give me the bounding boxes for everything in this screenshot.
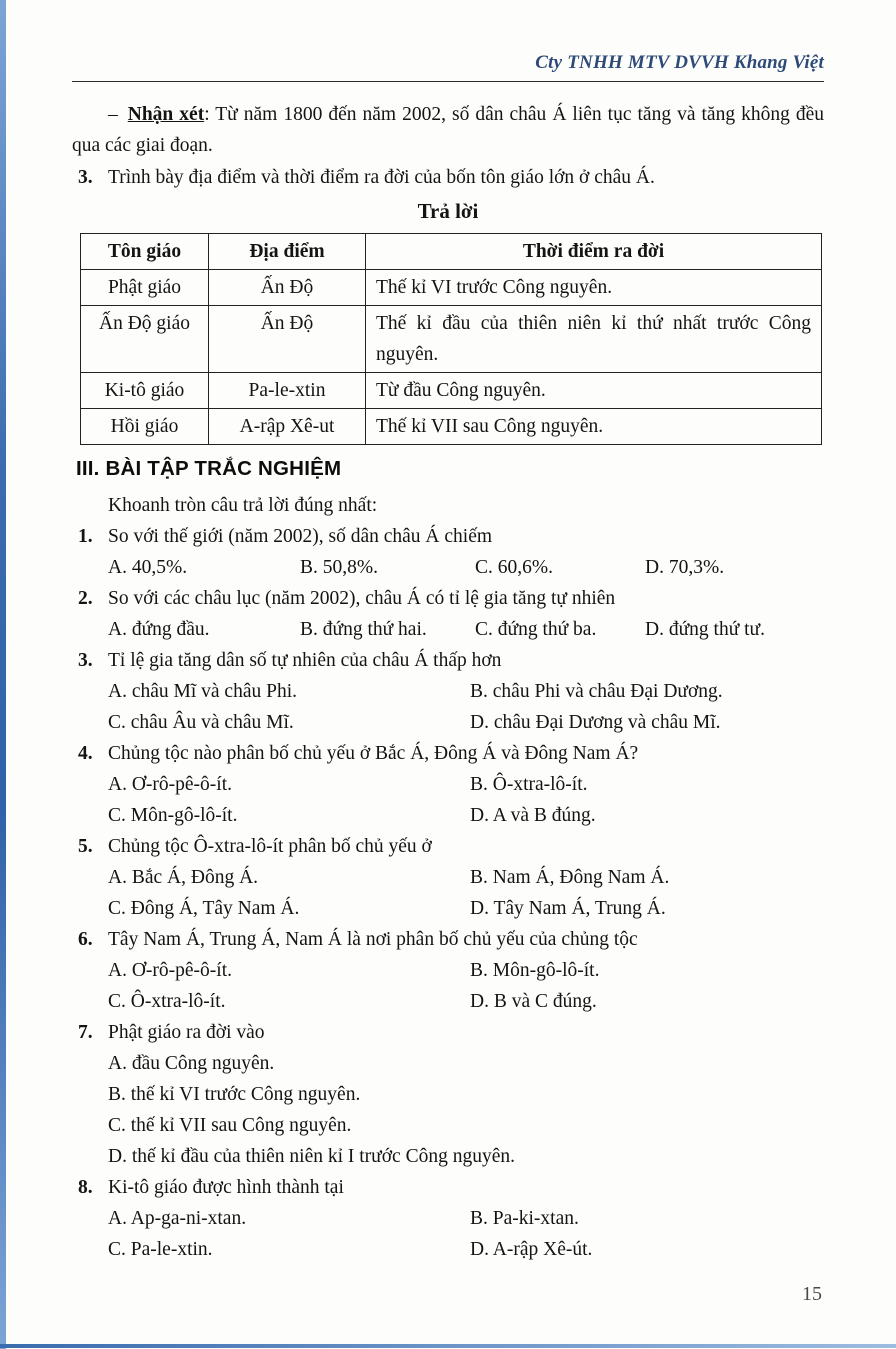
option-b: B. Nam Á, Đông Nam Á. [470,867,670,888]
table-row [81,409,822,445]
options [78,676,824,738]
option-c: C. Đông Á, Tây Nam Á. [108,898,300,919]
scan-edge-left [0,0,6,1349]
cell-time: Thế kỉ đầu của thiên niên kỉ thứ nhất trước Công nguyên. [366,306,822,373]
option-a: A. 40,5%. [108,557,188,578]
options [78,955,824,1017]
exercise-3-text: Trình bày địa điểm và thời điểm ra đời của bốn tôn giáo lớn ở châu Á. [108,167,655,188]
cell-place: A-rập Xê-ut [209,409,366,445]
cell-place: Pa-le-xtin [209,373,366,409]
option-b: B. Môn-gô-lô-ít. [470,960,600,981]
option-c: C. thế kỉ VII sau Công nguyên. [108,1115,352,1136]
question-number: 5. [78,836,93,857]
option-d: D. 70,3%. [645,557,725,578]
cell-time: Thế kỉ VII sau Công nguyên. [366,409,822,445]
question-text: Tỉ lệ gia tăng dân số tự nhiên của châu Á thấp hơn [108,650,502,671]
table-row [81,373,822,409]
remark-text: : Từ năm 1800 đến năm 2002, số dân châu Á liên tục tăng và tăng không đều qua các giai đoạn. [72,104,824,156]
cell-time: Thế kỉ VI trước Công nguyên. [366,270,822,306]
question-number: 8. [78,1177,93,1198]
option-b: B. thế kỉ VI trước Công nguyên. [108,1084,361,1105]
table-row [81,306,822,373]
header-rule [72,81,824,82]
publisher-header: Cty TNHH MTV DVVH Khang Việt [535,52,824,73]
answer-heading: Trả lời [417,199,479,223]
cell-religion: Hồi giáo [81,409,209,445]
remark-paragraph [72,99,824,161]
question-6 [78,924,824,1017]
options [78,1203,824,1265]
option-b: B. châu Phi và châu Đại Dương. [470,681,723,702]
col-header-religion: Tôn giáo [81,234,209,270]
col-header-place: Địa điểm [209,234,366,270]
exercise-3-number: 3. [78,167,93,188]
question-text: Phật giáo ra đời vào [108,1022,265,1043]
option-d: D. A-rập Xê-út. [470,1239,593,1260]
cell-place: Ấn Độ [209,270,366,306]
cell-place: Ấn Độ [209,306,366,373]
option-a: A. đầu Công nguyên. [108,1053,275,1074]
option-d: D. A và B đúng. [470,805,596,826]
option-a: A. Ơ-rô-pê-ô-ít. [108,774,232,795]
table-row [81,270,822,306]
cell-time: Từ đầu Công nguyên. [366,373,822,409]
exercise-3 [72,162,824,193]
option-c: C. Pa-le-xtin. [108,1239,213,1260]
option-b: B. 50,8%. [300,557,378,578]
scan-edge-bottom [0,1344,896,1348]
question-number: 7. [78,1022,93,1043]
option-a: A. Ap-ga-ni-xtan. [108,1208,247,1229]
question-4 [78,738,824,831]
cell-religion: Ki-tô giáo [81,373,209,409]
option-a: A. đứng đầu. [108,619,210,640]
question-3 [78,645,824,738]
options [78,1048,824,1172]
question-number: 2. [78,588,93,609]
question-1 [78,521,824,583]
option-c: C. Môn-gô-lô-ít. [108,805,238,826]
question-number: 6. [78,929,93,950]
question-text: Chủng tộc nào phân bố chủ yếu ở Bắc Á, Đông Á và Đông Nam Á? [108,743,639,764]
options [78,552,824,583]
section-heading: III. BÀI TẬP TRẮC NGHIỆM [76,457,342,480]
table-header-row [81,234,822,270]
religion-table [80,233,822,445]
question-text: Chủng tộc Ô-xtra-lô-ít phân bố chủ yếu ở [108,836,432,857]
remark-label: Nhận xét [127,104,205,125]
cell-religion: Phật giáo [81,270,209,306]
option-d: D. B và C đúng. [470,991,597,1012]
remark-dash: – [108,104,118,125]
option-a: A. Ơ-rô-pê-ô-ít. [108,960,232,981]
option-b: B. đứng thứ hai. [300,619,427,640]
question-text: So với thế giới (năm 2002), số dân châu Á chiếm [108,526,493,547]
option-c: C. 60,6%. [475,557,553,578]
option-c: C. đứng thứ ba. [475,619,597,640]
instruction-text: Khoanh tròn câu trả lời đúng nhất: [108,495,378,516]
options [78,769,824,831]
question-text: Tây Nam Á, Trung Á, Nam Á là nơi phân bố chủ yếu của chủng tộc [108,929,638,950]
option-d: D. đứng thứ tư. [645,619,765,640]
question-number: 3. [78,650,93,671]
page-number: 15 [802,1283,822,1305]
question-text: So với các châu lục (năm 2002), châu Á có tỉ lệ gia tăng tự nhiên [108,588,616,609]
option-a: A. châu Mĩ và châu Phi. [108,681,298,702]
question-number: 1. [78,526,93,547]
option-d: D. châu Đại Dương và châu Mĩ. [470,712,721,733]
question-7 [78,1017,824,1172]
option-d: D. thế kỉ đầu của thiên niên kỉ I trước Công nguyên. [108,1146,515,1167]
options [78,614,824,645]
question-2 [78,583,824,645]
option-d: D. Tây Nam Á, Trung Á. [470,898,666,919]
option-c: C. Ô-xtra-lô-ít. [108,991,226,1012]
option-b: B. Pa-ki-xtan. [470,1208,579,1229]
option-a: A. Bắc Á, Đông Á. [108,867,259,888]
option-c: C. châu Âu và châu Mĩ. [108,712,294,733]
question-text: Ki-tô giáo được hình thành tại [108,1177,344,1198]
options [78,862,824,924]
col-header-time: Thời điểm ra đời [366,234,822,270]
question-number: 4. [78,743,93,764]
question-5 [78,831,824,924]
option-b: B. Ô-xtra-lô-ít. [470,774,588,795]
question-8 [78,1172,824,1265]
cell-religion: Ấn Độ giáo [81,306,209,373]
